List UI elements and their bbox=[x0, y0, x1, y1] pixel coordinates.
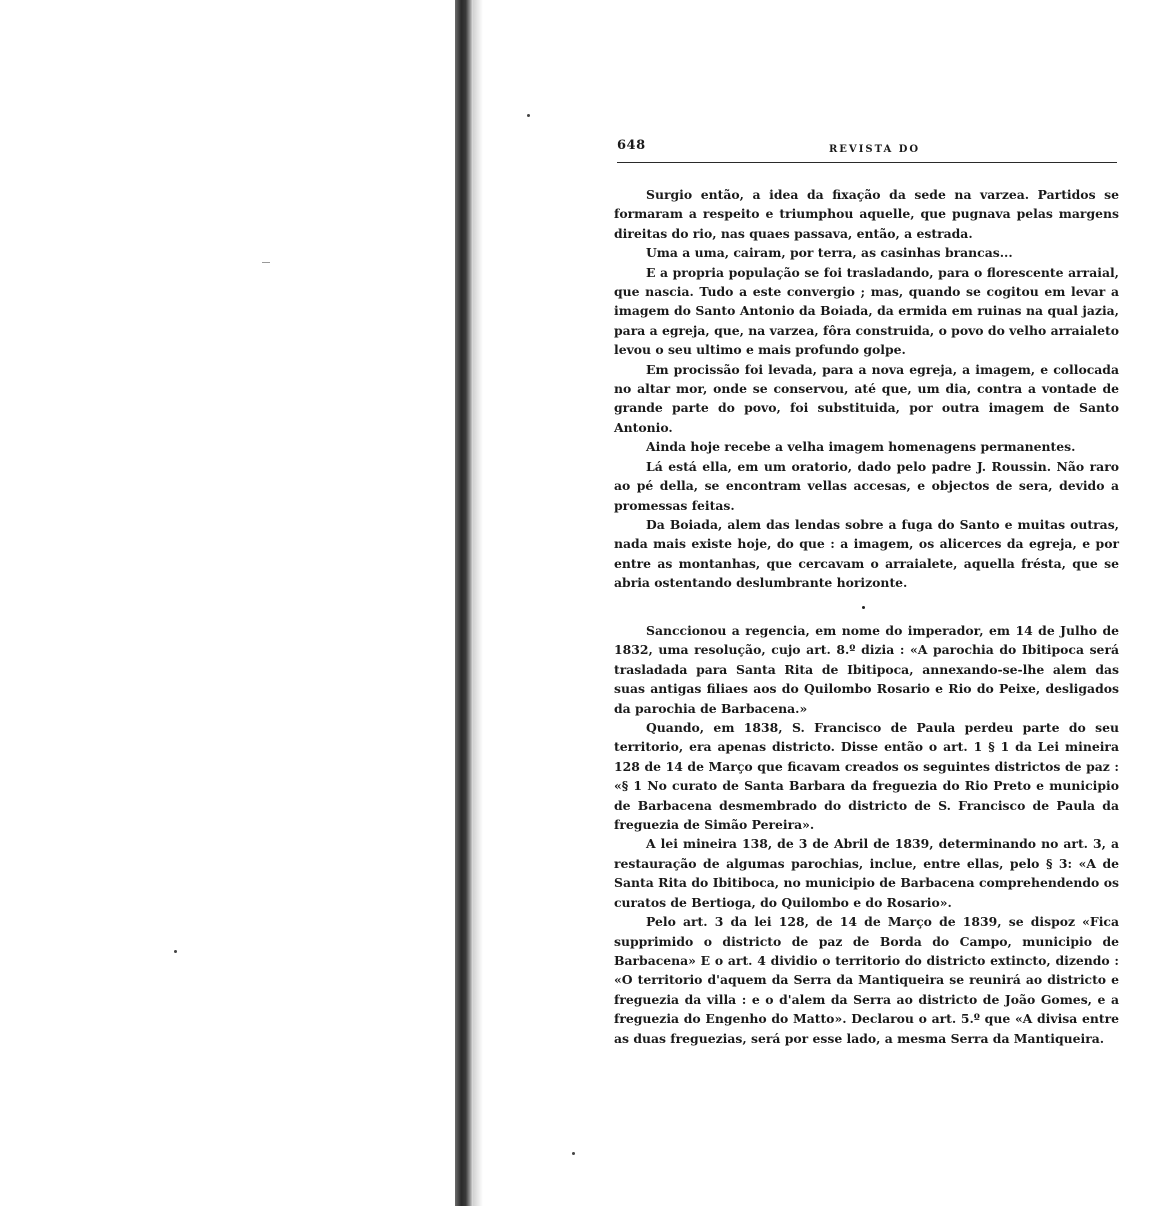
section-separator-dot bbox=[862, 606, 865, 609]
paragraph: Quando, em 1838, S. Francisco de Paula perdeu parte do seu territorio, era apenas districto. Disse então o art. 1 § 1 da Lei mineira 128 de 14 de Março que ficavam creados os seguintes districtos de paz : «§ 1 No curato de Santa Barbara da freguezia do Rio Preto e municipio de Barbacena desmembrado do districto de S. Francisco de Paula da freguezia de Simão Pereira». bbox=[614, 720, 1119, 833]
paragraph: Pelo art. 3 da lei 128, de 14 de Março de 1839, se dispoz «Fica supprimido o districto de paz de Borda do Campo, municipio de Barbacena» E o art. 4 dividio o territorio do districto extincto, dizendo : «O territorio d'aquem da Serra da Mantiqueira se reunirá ao districto e freguezia da villa : e o d'alem da Serra ao districto de João Gomes, e a freguezia do Engenho do Matto». Declarou o art. 5.º que «A divisa entre as duas freguezias, será por esse lado, a mesma Serra da Mantiqueira. bbox=[614, 914, 1119, 1046]
paragraph: E a propria população se foi trasladando, para o florescente arraial, que nascia. Tudo a este convergio ; mas, quando se cogitou em levar a imagem do Santo Antonio da Boiada, da ermida em ruinas na qual jazia, para a egreja, que, na varzea, fôra construida, o povo do velho arraialeto levou o seu ultimo e mais profundo golpe. bbox=[614, 264, 1119, 358]
print-speck bbox=[174, 950, 177, 953]
paragraph: Sanccionou a regencia, em nome do imperador, em 14 de Julho de 1832, uma resolução, cujo art. 8.º dizia : «A parochia do Ibitipoca será trasladada para Santa Rita de Ibitipoca, annexando-se-lhe alem das suas antigas filiaes aos do Quilombo Rosario e Rio do Peixe, desligados da parochia de Barbacena.» bbox=[614, 623, 1119, 716]
running-title: REVISTA DO bbox=[829, 144, 921, 155]
section-two-text bbox=[614, 621, 1119, 1048]
page-number: 648 bbox=[617, 138, 646, 153]
section-one-text bbox=[614, 185, 1119, 593]
gutter-shadow bbox=[473, 0, 483, 1206]
paragraph: Surgio então, a idea da fixação da sede na varzea. Partidos se formaram a respeito e triumphou aquelle, que pugnava pelas margens direitas do rio, nas quaes passava, então, a estrada. bbox=[614, 187, 1119, 241]
print-speck bbox=[527, 114, 530, 117]
paragraph: Lá está ella, em um oratorio, dado pelo padre J. Roussin. Não raro ao pé della, se encontram vellas accesas, e objectos de sera, devido a promessas feitas. bbox=[614, 458, 1119, 513]
print-speck bbox=[572, 1152, 575, 1155]
page-header bbox=[617, 138, 1117, 164]
paragraph: A lei mineira 138, de 3 de Abril de 1839, determinando no art. 3, a restauração de algumas parochias, inclue, entre ellas, pelo § 3: «A de Santa Rita do Ibitiboca, no municipio de Barbacena comprehendendo os curatos de Bertioga, do Quilombo e do Rosario». bbox=[614, 836, 1119, 910]
paragraph: Ainda hoje recebe a velha imagem homenagens permanentes. bbox=[646, 439, 1076, 455]
book-gutter bbox=[455, 0, 473, 1206]
header-rule bbox=[617, 162, 1117, 163]
paragraph: Da Boiada, alem das lendas sobre a fuga do Santo e muitas outras, nada mais existe hoje, do que : a imagem, os alicerces da egreja, e por entre as montanhas, que cercavam o arraialete, aquella frésta, que se abria ostentando deslumbrante horizonte. bbox=[614, 516, 1119, 591]
paragraph: Uma a uma, cairam, por terra, as casinhas brancas... bbox=[646, 245, 1013, 261]
paragraph: Em procissão foi levada, para a nova egreja, a imagem, e collocada no altar mor, onde se conservou, até que, um dia, contra a vontade de grande parte do povo, foi substituida, por outra imagem de Santo Antonio. bbox=[614, 361, 1119, 435]
print-mark bbox=[262, 262, 270, 263]
left-blank-page bbox=[0, 0, 455, 1206]
